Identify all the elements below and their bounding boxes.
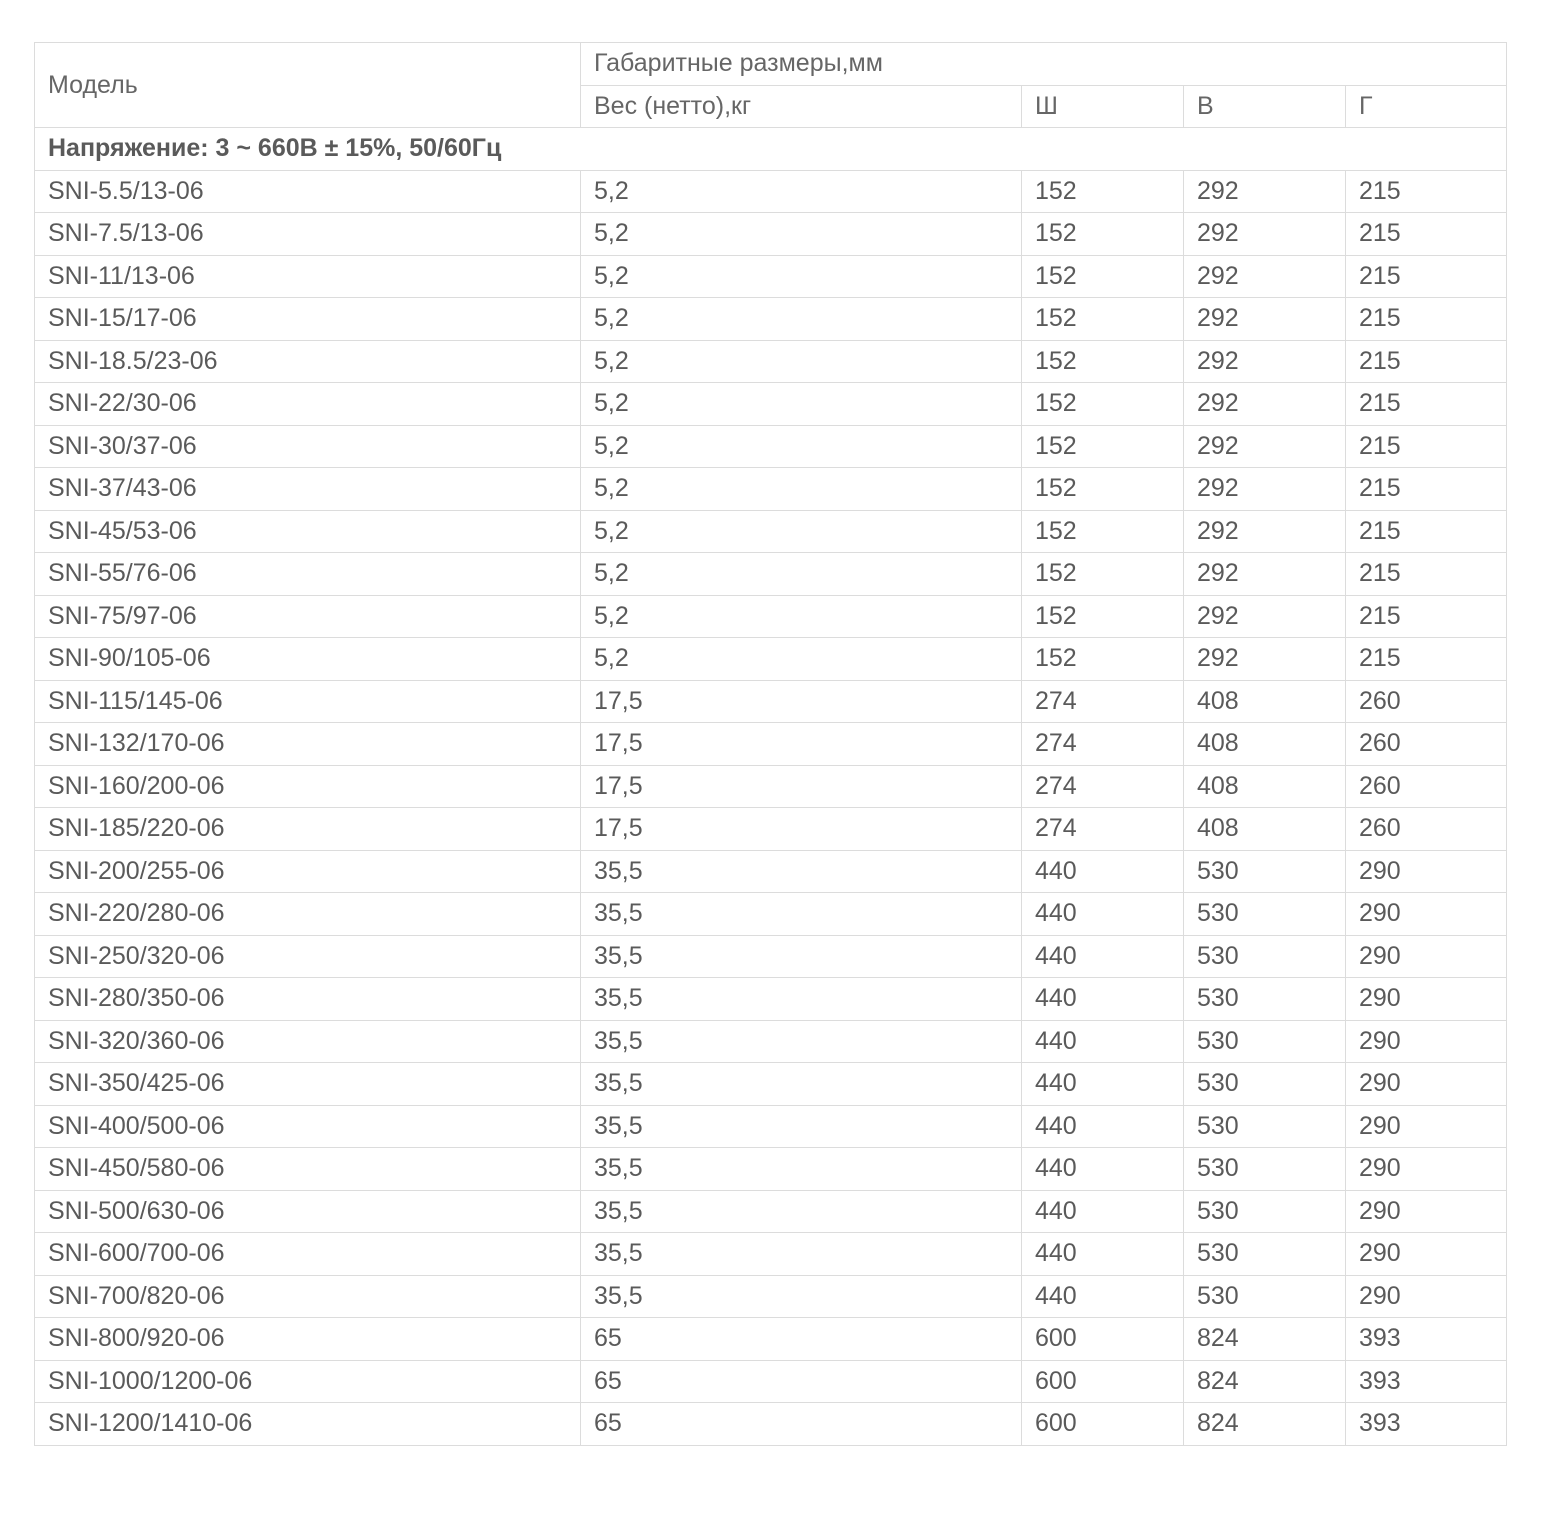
cell-model: SNI-250/320-06 <box>35 935 581 978</box>
cell-depth: 290 <box>1346 978 1507 1021</box>
cell-width: 152 <box>1022 638 1184 681</box>
cell-height: 530 <box>1184 935 1346 978</box>
cell-depth: 215 <box>1346 468 1507 511</box>
cell-weight: 5,2 <box>581 170 1022 213</box>
cell-weight: 35,5 <box>581 978 1022 1021</box>
cell-depth: 215 <box>1346 425 1507 468</box>
cell-height: 530 <box>1184 1020 1346 1063</box>
cell-weight: 35,5 <box>581 1105 1022 1148</box>
cell-height: 292 <box>1184 255 1346 298</box>
table-row <box>35 298 1507 341</box>
cell-model: SNI-280/350-06 <box>35 978 581 1021</box>
cell-height: 530 <box>1184 850 1346 893</box>
cell-height: 292 <box>1184 170 1346 213</box>
cell-model: SNI-132/170-06 <box>35 723 581 766</box>
table-row <box>35 170 1507 213</box>
table-row <box>35 1063 1507 1106</box>
table-row <box>35 1105 1507 1148</box>
cell-height: 530 <box>1184 1275 1346 1318</box>
table-row <box>35 765 1507 808</box>
cell-width: 152 <box>1022 468 1184 511</box>
cell-depth: 215 <box>1346 213 1507 256</box>
cell-height: 824 <box>1184 1403 1346 1446</box>
cell-depth: 393 <box>1346 1403 1507 1446</box>
cell-weight: 35,5 <box>581 893 1022 936</box>
cell-depth: 290 <box>1346 893 1507 936</box>
cell-model: SNI-15/17-06 <box>35 298 581 341</box>
cell-weight: 5,2 <box>581 510 1022 553</box>
cell-model: SNI-7.5/13-06 <box>35 213 581 256</box>
cell-weight: 35,5 <box>581 1190 1022 1233</box>
cell-width: 440 <box>1022 1233 1184 1276</box>
header-dimensions: Габаритные размеры,мм <box>581 43 1507 86</box>
cell-weight: 5,2 <box>581 383 1022 426</box>
cell-height: 292 <box>1184 425 1346 468</box>
table-row <box>35 1020 1507 1063</box>
cell-depth: 215 <box>1346 298 1507 341</box>
cell-height: 530 <box>1184 1233 1346 1276</box>
table-row <box>35 1360 1507 1403</box>
cell-height: 292 <box>1184 468 1346 511</box>
table-row <box>35 1275 1507 1318</box>
cell-height: 292 <box>1184 298 1346 341</box>
table-row <box>35 808 1507 851</box>
cell-depth: 215 <box>1346 638 1507 681</box>
cell-height: 530 <box>1184 1148 1346 1191</box>
cell-height: 292 <box>1184 213 1346 256</box>
cell-depth: 215 <box>1346 510 1507 553</box>
cell-depth: 215 <box>1346 553 1507 596</box>
table-row <box>35 680 1507 723</box>
cell-depth: 215 <box>1346 595 1507 638</box>
cell-depth: 260 <box>1346 765 1507 808</box>
header-height: В <box>1184 85 1346 128</box>
table-row <box>35 1318 1507 1361</box>
cell-model: SNI-200/255-06 <box>35 850 581 893</box>
cell-model: SNI-700/820-06 <box>35 1275 581 1318</box>
cell-height: 530 <box>1184 978 1346 1021</box>
cell-width: 440 <box>1022 1020 1184 1063</box>
cell-depth: 290 <box>1346 935 1507 978</box>
cell-depth: 215 <box>1346 255 1507 298</box>
cell-depth: 290 <box>1346 850 1507 893</box>
cell-weight: 65 <box>581 1318 1022 1361</box>
cell-depth: 260 <box>1346 723 1507 766</box>
cell-model: SNI-320/360-06 <box>35 1020 581 1063</box>
cell-width: 440 <box>1022 893 1184 936</box>
cell-depth: 260 <box>1346 808 1507 851</box>
cell-weight: 35,5 <box>581 1020 1022 1063</box>
table-row <box>35 850 1507 893</box>
table-row <box>35 1148 1507 1191</box>
cell-model: SNI-800/920-06 <box>35 1318 581 1361</box>
cell-height: 292 <box>1184 383 1346 426</box>
cell-width: 152 <box>1022 340 1184 383</box>
cell-depth: 393 <box>1346 1360 1507 1403</box>
cell-height: 530 <box>1184 1190 1346 1233</box>
cell-model: SNI-90/105-06 <box>35 638 581 681</box>
table-row <box>35 510 1507 553</box>
cell-depth: 290 <box>1346 1105 1507 1148</box>
table-row <box>35 1190 1507 1233</box>
cell-model: SNI-18.5/23-06 <box>35 340 581 383</box>
cell-width: 440 <box>1022 1148 1184 1191</box>
cell-model: SNI-1200/1410-06 <box>35 1403 581 1446</box>
cell-weight: 5,2 <box>581 638 1022 681</box>
cell-depth: 290 <box>1346 1063 1507 1106</box>
cell-weight: 35,5 <box>581 935 1022 978</box>
table-row <box>35 595 1507 638</box>
spec-table <box>34 42 1507 1446</box>
cell-width: 152 <box>1022 595 1184 638</box>
table-row <box>35 935 1507 978</box>
cell-width: 274 <box>1022 765 1184 808</box>
cell-weight: 5,2 <box>581 468 1022 511</box>
cell-height: 408 <box>1184 723 1346 766</box>
cell-height: 824 <box>1184 1318 1346 1361</box>
cell-weight: 35,5 <box>581 1063 1022 1106</box>
table-row <box>35 340 1507 383</box>
cell-depth: 215 <box>1346 170 1507 213</box>
header-depth: Г <box>1346 85 1507 128</box>
cell-width: 440 <box>1022 978 1184 1021</box>
cell-width: 600 <box>1022 1318 1184 1361</box>
cell-width: 440 <box>1022 1275 1184 1318</box>
cell-model: SNI-350/425-06 <box>35 1063 581 1106</box>
cell-depth: 290 <box>1346 1233 1507 1276</box>
cell-model: SNI-220/280-06 <box>35 893 581 936</box>
cell-width: 440 <box>1022 1105 1184 1148</box>
cell-weight: 35,5 <box>581 1148 1022 1191</box>
cell-height: 292 <box>1184 340 1346 383</box>
cell-width: 274 <box>1022 723 1184 766</box>
cell-weight: 5,2 <box>581 255 1022 298</box>
cell-model: SNI-37/43-06 <box>35 468 581 511</box>
cell-height: 530 <box>1184 1105 1346 1148</box>
cell-depth: 290 <box>1346 1190 1507 1233</box>
table-row <box>35 468 1507 511</box>
table-row <box>35 553 1507 596</box>
cell-width: 440 <box>1022 1063 1184 1106</box>
table-row <box>35 213 1507 256</box>
cell-depth: 260 <box>1346 680 1507 723</box>
cell-weight: 5,2 <box>581 553 1022 596</box>
cell-weight: 5,2 <box>581 298 1022 341</box>
cell-model: SNI-185/220-06 <box>35 808 581 851</box>
cell-model: SNI-75/97-06 <box>35 595 581 638</box>
table-header <box>35 43 1507 128</box>
cell-weight: 17,5 <box>581 765 1022 808</box>
cell-model: SNI-22/30-06 <box>35 383 581 426</box>
cell-height: 408 <box>1184 808 1346 851</box>
cell-weight: 65 <box>581 1360 1022 1403</box>
cell-height: 292 <box>1184 595 1346 638</box>
cell-width: 274 <box>1022 680 1184 723</box>
cell-height: 530 <box>1184 1063 1346 1106</box>
cell-model: SNI-30/37-06 <box>35 425 581 468</box>
cell-depth: 215 <box>1346 340 1507 383</box>
cell-width: 440 <box>1022 935 1184 978</box>
cell-width: 152 <box>1022 170 1184 213</box>
header-width: Ш <box>1022 85 1184 128</box>
cell-height: 408 <box>1184 765 1346 808</box>
cell-depth: 215 <box>1346 383 1507 426</box>
table-row <box>35 893 1507 936</box>
cell-weight: 65 <box>581 1403 1022 1446</box>
cell-weight: 5,2 <box>581 213 1022 256</box>
cell-model: SNI-600/700-06 <box>35 1233 581 1276</box>
cell-height: 408 <box>1184 680 1346 723</box>
cell-depth: 393 <box>1346 1318 1507 1361</box>
table-row <box>35 255 1507 298</box>
cell-weight: 17,5 <box>581 808 1022 851</box>
cell-width: 152 <box>1022 510 1184 553</box>
cell-model: SNI-45/53-06 <box>35 510 581 553</box>
cell-weight: 5,2 <box>581 340 1022 383</box>
cell-height: 530 <box>1184 893 1346 936</box>
cell-width: 152 <box>1022 255 1184 298</box>
header-row-1 <box>35 43 1507 86</box>
table-row <box>35 978 1507 1021</box>
table-body <box>35 128 1507 1446</box>
cell-depth: 290 <box>1346 1020 1507 1063</box>
table-row <box>35 383 1507 426</box>
table-row <box>35 1403 1507 1446</box>
cell-width: 152 <box>1022 425 1184 468</box>
cell-weight: 17,5 <box>581 680 1022 723</box>
cell-width: 440 <box>1022 1190 1184 1233</box>
cell-weight: 35,5 <box>581 1275 1022 1318</box>
cell-width: 600 <box>1022 1360 1184 1403</box>
cell-width: 152 <box>1022 553 1184 596</box>
cell-depth: 290 <box>1346 1275 1507 1318</box>
cell-width: 274 <box>1022 808 1184 851</box>
cell-model: SNI-400/500-06 <box>35 1105 581 1148</box>
table-row <box>35 638 1507 681</box>
header-model: Модель <box>35 43 581 128</box>
cell-width: 600 <box>1022 1403 1184 1446</box>
cell-weight: 35,5 <box>581 850 1022 893</box>
cell-width: 440 <box>1022 850 1184 893</box>
cell-height: 292 <box>1184 638 1346 681</box>
cell-width: 152 <box>1022 298 1184 341</box>
cell-model: SNI-450/580-06 <box>35 1148 581 1191</box>
cell-height: 292 <box>1184 553 1346 596</box>
cell-weight: 35,5 <box>581 1233 1022 1276</box>
table-row <box>35 425 1507 468</box>
section-row <box>35 128 1507 171</box>
cell-model: SNI-115/145-06 <box>35 680 581 723</box>
cell-height: 292 <box>1184 510 1346 553</box>
cell-weight: 17,5 <box>581 723 1022 766</box>
cell-weight: 5,2 <box>581 425 1022 468</box>
spec-table-container <box>34 42 1506 1446</box>
cell-model: SNI-500/630-06 <box>35 1190 581 1233</box>
section-voltage: Напряжение: 3 ~ 660В ± 15%, 50/60Гц <box>35 128 1507 171</box>
cell-model: SNI-11/13-06 <box>35 255 581 298</box>
table-row <box>35 723 1507 766</box>
cell-model: SNI-55/76-06 <box>35 553 581 596</box>
cell-height: 824 <box>1184 1360 1346 1403</box>
header-weight: Вес (нетто),кг <box>581 85 1022 128</box>
cell-width: 152 <box>1022 213 1184 256</box>
cell-model: SNI-160/200-06 <box>35 765 581 808</box>
cell-width: 152 <box>1022 383 1184 426</box>
cell-weight: 5,2 <box>581 595 1022 638</box>
cell-model: SNI-5.5/13-06 <box>35 170 581 213</box>
cell-depth: 290 <box>1346 1148 1507 1191</box>
cell-model: SNI-1000/1200-06 <box>35 1360 581 1403</box>
table-row <box>35 1233 1507 1276</box>
